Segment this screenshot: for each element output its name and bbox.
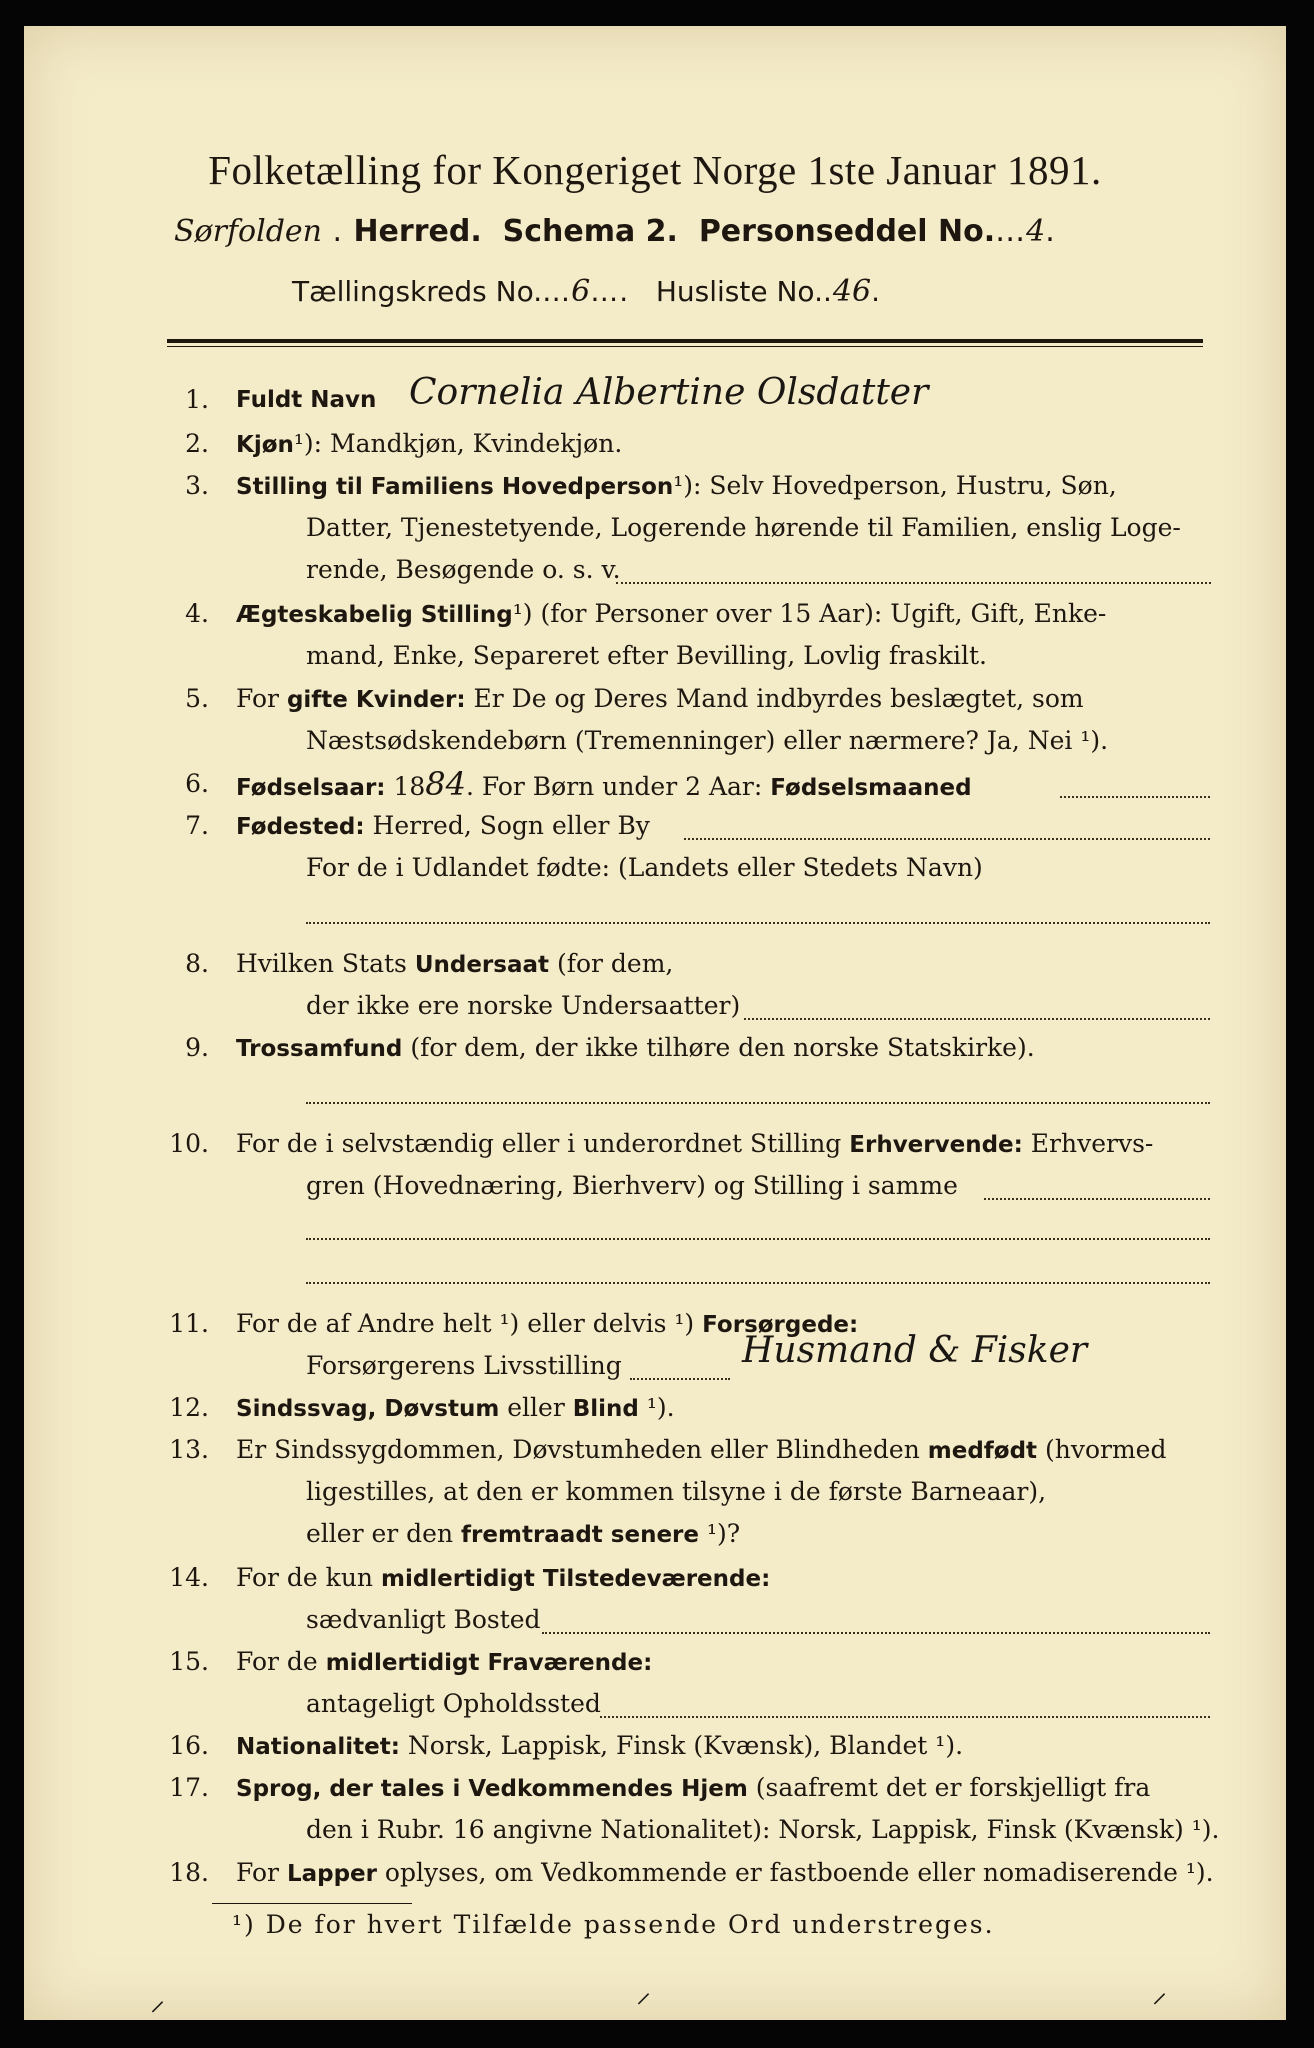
personseddel-label: Personseddel No. <box>698 214 996 249</box>
husliste-label: Husliste No. <box>655 275 823 308</box>
question-10-line-2: gren (Hovednæring, Bierhverv) og Stilling i samme <box>306 1171 958 1200</box>
herred-value: Sørfolden <box>174 214 322 249</box>
census-form <box>24 26 1286 2020</box>
q6-birth-year-value: 84 <box>425 765 466 803</box>
kreds-value: 6 <box>571 274 591 309</box>
ink-mark-center: ⸝ <box>636 1975 651 2010</box>
question-12: 12. Sindssvag, Døvstum eller Blind ¹). <box>169 1393 675 1422</box>
question-2: 2. Kjøn¹): Mandkjøn, Kvindekjøn. <box>185 429 623 458</box>
question-11: 11. For de af Andre helt ¹) eller delvis ¹) Forsørgede: <box>169 1309 859 1338</box>
footnote-rule <box>212 1903 412 1904</box>
q10-blank-line-1 <box>306 1238 1210 1240</box>
question-18: 18. For Lapper oplyses, om Vedkommende er fastboende eller nomadiserende ¹). <box>169 1858 1214 1887</box>
question-17: 17. Sprog, der tales i Vedkommendes Hjem (saafremt det er forskjelligt fra <box>169 1773 1151 1802</box>
question-5-line-2: Næstsødskendebørn (Tremenninger) eller nærmere? Ja, Nei ¹). <box>306 726 1109 755</box>
q1-name-value: Cornelia Albertine Olsdatter <box>409 372 929 413</box>
herred-label: Herred. <box>353 214 482 249</box>
question-10: 10. For de i selvstændig eller i underordnet Stilling Erhvervende: Erhvervs- <box>169 1129 1154 1158</box>
question-11-line-2: Forsørgerens Livsstilling <box>306 1351 622 1380</box>
question-16: 16. Nationalitet: Norsk, Lappisk, Finsk (Kvænsk), Blandet ¹). <box>169 1731 964 1760</box>
q8-leader <box>744 1018 1210 1020</box>
question-14: 14. For de kun midlertidigt Tilstedeværende: <box>169 1563 771 1592</box>
question-3-line-3: rende, Besøgende o. s. v. <box>306 555 621 584</box>
kreds-line: Tællingskreds No.…6…. Husliste No..46. <box>292 274 881 309</box>
q3-leader <box>616 582 1211 584</box>
personseddel-value: 4 <box>1026 214 1046 249</box>
question-17-line-2: den i Rubr. 16 angivne Nationalitet): Norsk, Lappisk, Finsk (Kvænsk) ¹). <box>306 1815 1220 1844</box>
question-13-line-3: eller er den fremtraadt senere ¹)? <box>306 1519 741 1548</box>
ink-mark-right: ⸝ <box>1152 1975 1167 2010</box>
question-9: 9. Trossamfund (for dem, der ikke tilhøre den norske Statskirke). <box>185 1033 1035 1062</box>
q7-leader <box>684 838 1210 840</box>
q7-blank-line <box>306 922 1210 924</box>
question-3: 3. Stilling til Familiens Hovedperson¹): Selv Hovedperson, Hustru, Søn, <box>185 471 1117 500</box>
header-rule-thin <box>167 346 1203 347</box>
question-4-line-2: mand, Enke, Separeret efter Bevilling, Lovlig fraskilt. <box>306 641 987 670</box>
question-8-line-2: der ikke ere norske Undersaatter) <box>306 991 741 1020</box>
kreds-label: Tællingskreds No. <box>292 275 543 308</box>
ink-mark-left: ⸝ <box>150 1983 165 2018</box>
question-13-line-2: ligestilles, at den er kommen tilsyne i de første Barneaar), <box>306 1477 1047 1506</box>
footnote: ¹) De for hvert Tilfælde passende Ord understreges. <box>232 1910 995 1939</box>
question-15: 15. For de midlertidigt Fraværende: <box>169 1647 653 1676</box>
question-6: 6. Fødselsaar: 1884. For Børn under 2 Aar: Fødselsmaaned <box>185 765 972 803</box>
herred-line: Sørfolden . Herred. Schema 2. Personseddel No.…4. <box>174 214 1056 249</box>
question-4: 4. Ægteskabelig Stilling¹) (for Personer over 15 Aar): Ugift, Gift, Enke- <box>185 599 1107 628</box>
q14-leader <box>542 1632 1210 1634</box>
question-3-line-2: Datter, Tjenestetyende, Logerende hørende til Familien, enslig Loge- <box>306 513 1181 542</box>
question-15-line-2: antageligt Opholdssted <box>306 1689 601 1718</box>
question-1: 1. Fuldt Navn <box>24 380 1286 420</box>
q10-blank-line-2 <box>306 1282 1210 1284</box>
q9-blank-line <box>306 1102 1210 1104</box>
q1-label: Fuldt Navn <box>236 387 377 413</box>
husliste-value: 46 <box>832 274 872 309</box>
q15-leader <box>600 1716 1210 1718</box>
question-7: 7. Fødested: Herred, Sogn eller By <box>185 811 650 840</box>
form-title: Folketælling for Kongeriget Norge 1ste Januar 1891. <box>208 147 1102 193</box>
question-13: 13. Er Sindssygdommen, Døvstumheden eller Blindheden medfødt (hvormed <box>169 1435 1167 1464</box>
question-14-line-2: sædvanligt Bosted <box>306 1605 541 1634</box>
question-7-line-2: For de i Udlandet fødte: (Landets eller Stedets Navn) <box>306 853 983 882</box>
q11-leader <box>630 1378 730 1380</box>
question-5: 5. For gifte Kvinder: Er De og Deres Mand indbyrdes beslægtet, som <box>185 684 1084 713</box>
schema-label: Schema 2. <box>502 214 678 249</box>
q11-provider-value: Husmand & Fisker <box>742 1330 1088 1371</box>
q10-leader <box>984 1198 1210 1200</box>
q6-leader <box>1060 796 1210 798</box>
header-rule-thick <box>167 339 1203 343</box>
question-8: 8. Hvilken Stats Undersaat (for dem, <box>185 949 674 978</box>
